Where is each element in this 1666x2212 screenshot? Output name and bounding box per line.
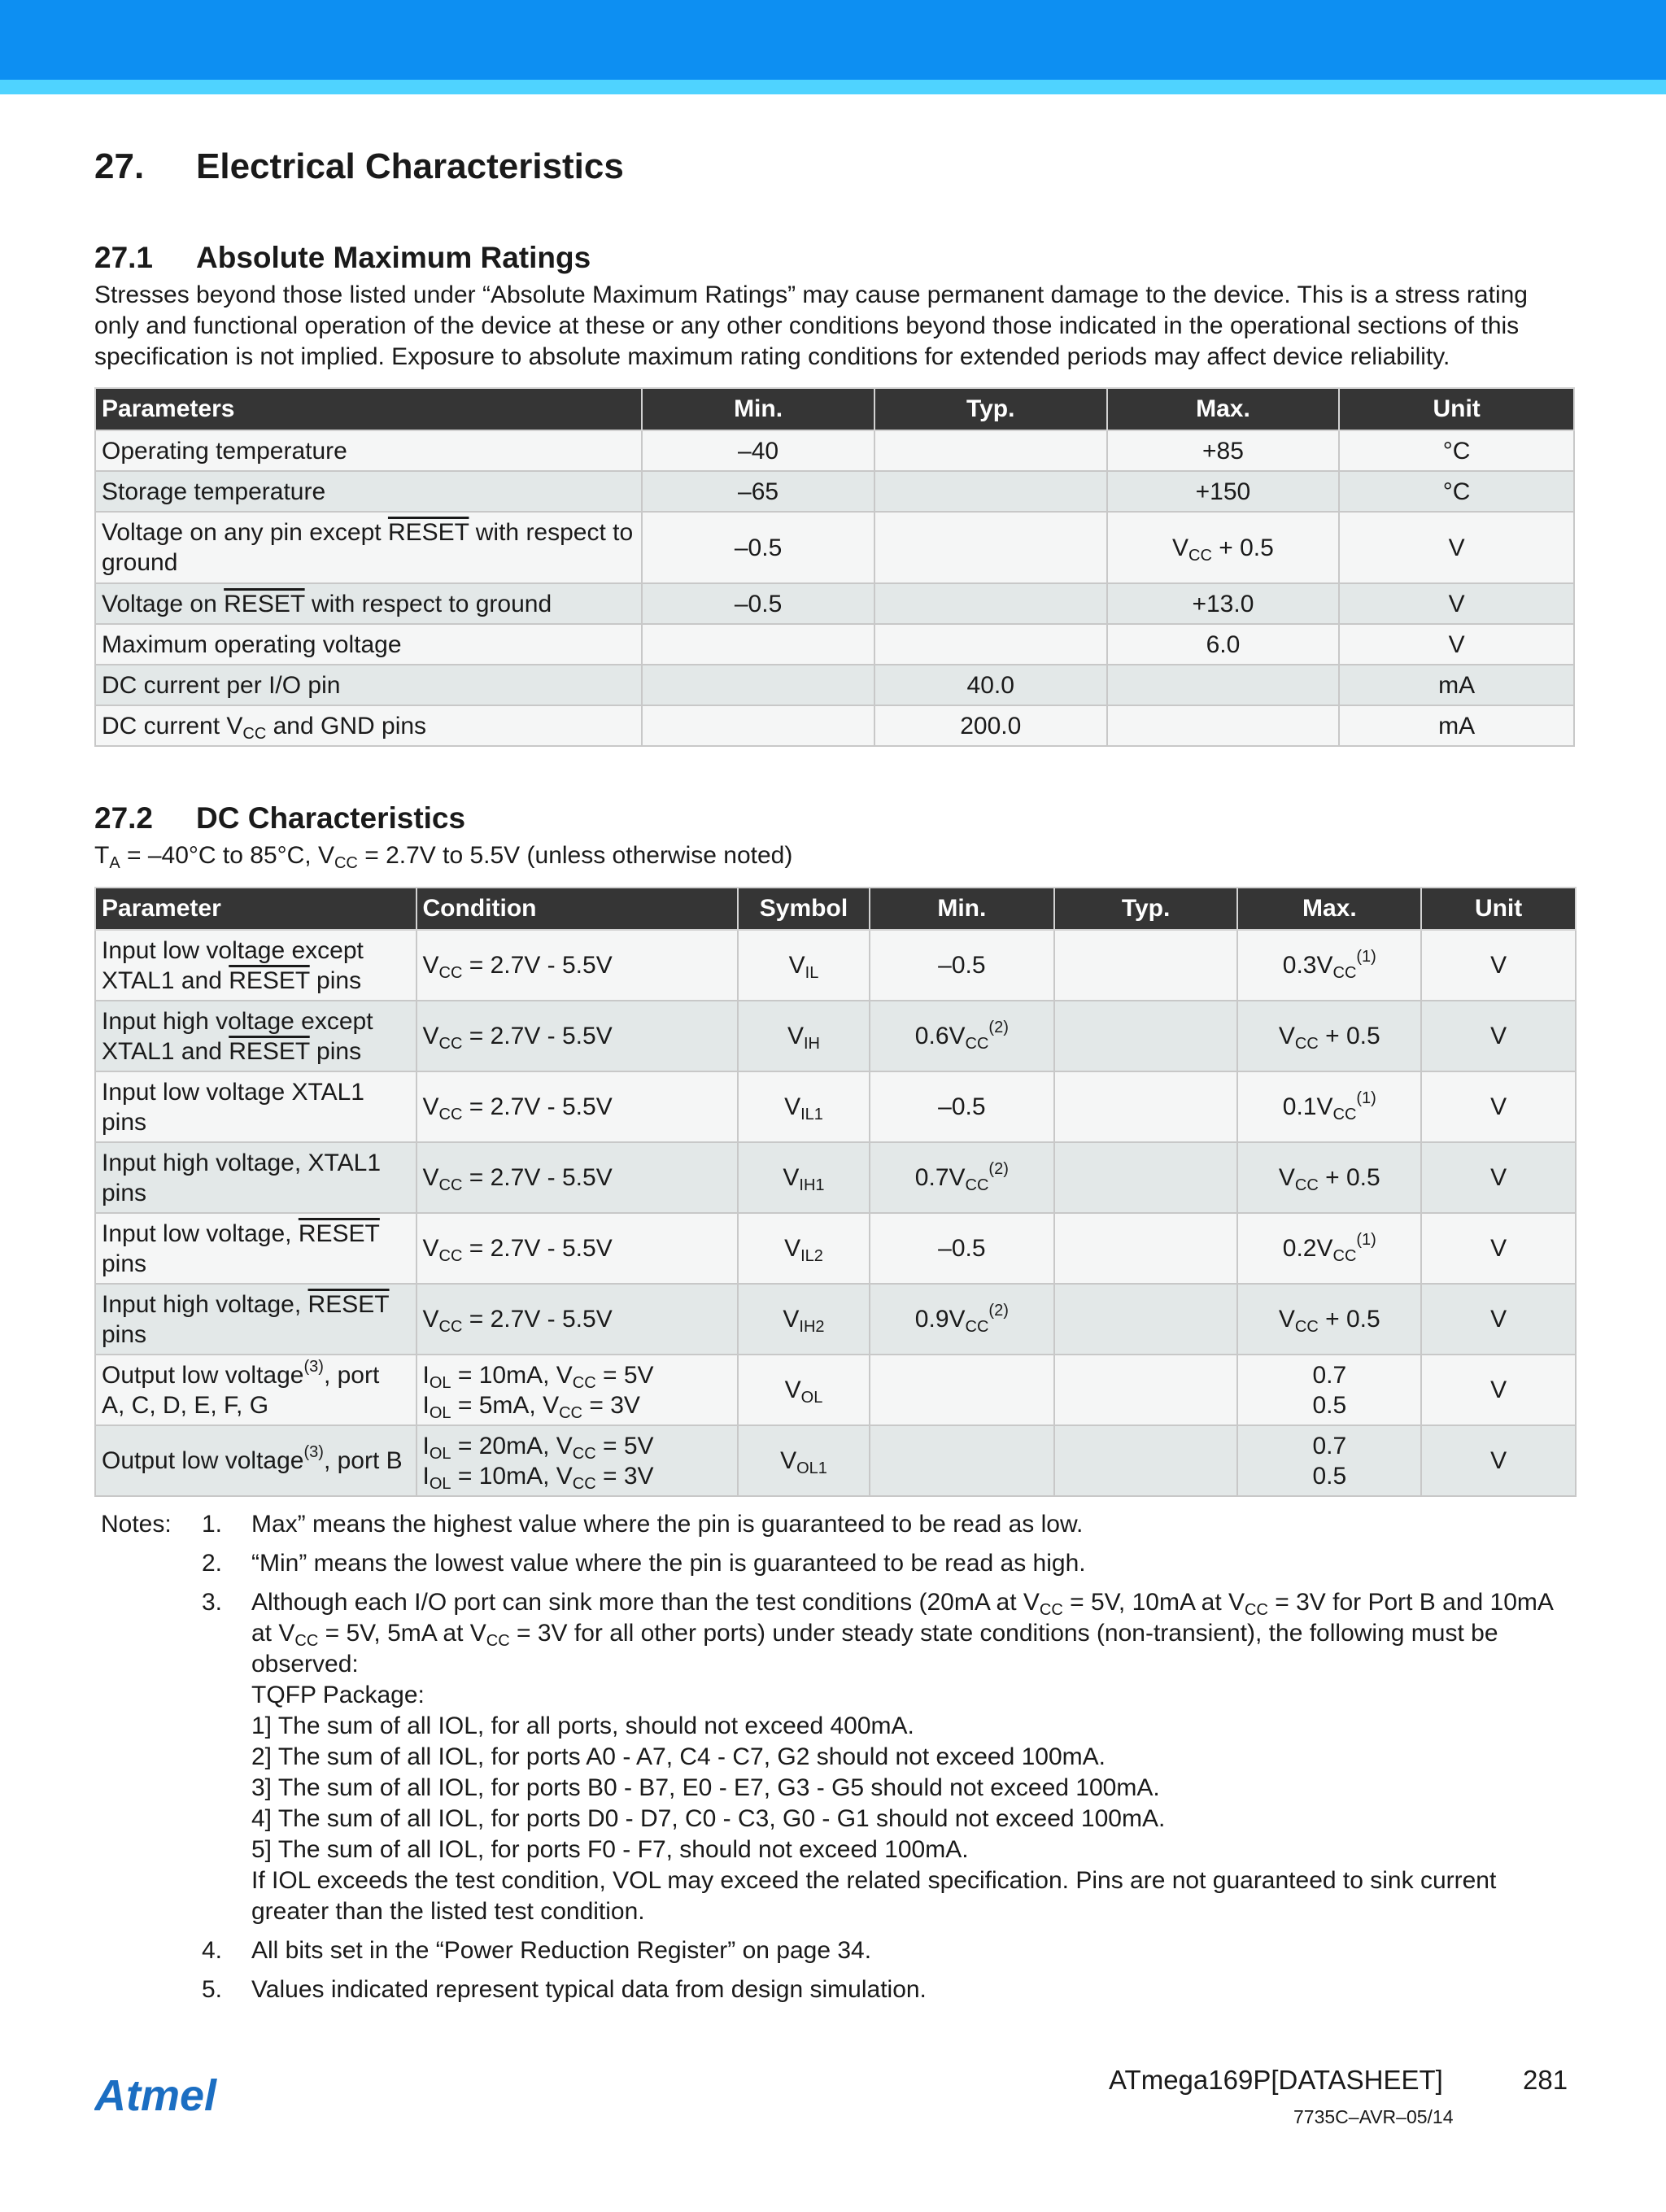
top-header-bar	[0, 0, 1666, 80]
typ-cell	[874, 624, 1107, 665]
svg-text:Atmel: Atmel	[94, 2073, 217, 2118]
param-cell: Input high voltage, XTAL1 pins	[95, 1142, 416, 1213]
unit-cell: V	[1421, 1001, 1576, 1071]
param-cell: Input low voltage XTAL1 pins	[95, 1071, 416, 1142]
symbol-cell: $V_{IH}$	[738, 1001, 870, 1071]
col-header: Unit	[1421, 888, 1576, 930]
typ-cell	[874, 430, 1107, 471]
max-cell: $V_{CC} + 0.5$	[1237, 1284, 1421, 1355]
min-cell: –40	[642, 430, 874, 471]
note-text: “Min” means the lowest value where the pin is guaranteed to be read as high.	[251, 1550, 1086, 1577]
typ-cell	[1054, 1355, 1238, 1425]
col-header: Condition	[416, 888, 739, 930]
unit-cell: V	[1421, 1213, 1576, 1284]
max-cell: $V_{CC} + 0.5$	[1237, 1001, 1421, 1071]
unit-cell: V	[1339, 624, 1574, 665]
unit-cell: V	[1421, 930, 1576, 1001]
table-row	[95, 665, 1574, 705]
param-cell: DC current $V_{CC}$ and GND pins	[95, 705, 642, 746]
table-row	[95, 471, 1574, 512]
col-header: Parameter	[95, 888, 416, 930]
typ-cell	[1054, 1213, 1238, 1284]
unit-cell: V	[1421, 1071, 1576, 1142]
param-cell: Output low voltage$^{(3)}$, port A, C, D, E, F, G	[95, 1355, 416, 1425]
col-header: Min.	[642, 388, 874, 430]
note-text: Values indicated represent typical data from design simulation.	[251, 1976, 927, 2003]
note-text	[251, 1587, 1575, 1927]
note-line: TQFP Package:	[251, 1682, 425, 1708]
note-line: If IOL exceeds the test condition, VOL may exceed the related specification. Pins are not guaranteed to sink current greater than the listed test condition.	[251, 1867, 1497, 1925]
unit-cell: V	[1421, 1425, 1576, 1496]
note-line: Although each I/O port can sink more than the test conditions (20mA at $V_{CC} = 5V$, 10mA at $V_{CC} = 3V$ for Port B and 10mA at $V_{CC} = 5V$, 5mA at $V_{CC} = 3V$ for all other ports) under steady state conditions (non-transient), the following must be observed:	[251, 1589, 1553, 1678]
condition-cell: $I_{OL} = 20mA$, $V_{CC} = 5V$ $I_{OL} = 10mA$, $V_{CC} = 3V$	[416, 1425, 739, 1496]
typ-cell	[1054, 1142, 1238, 1213]
min-cell	[870, 1425, 1054, 1496]
max-cell: $0.2V_{CC}^{(1)}$	[1237, 1213, 1421, 1284]
note-number: 1.	[202, 1511, 223, 1538]
notes-label: Notes:	[101, 1511, 172, 1538]
table-row	[95, 430, 1574, 471]
note-number: 5.	[202, 1976, 223, 2003]
condition-cell: $V_{CC} = 2.7V - 5.5V$	[416, 1284, 739, 1355]
param-cell: Input high voltage, RESET pins	[95, 1284, 416, 1355]
notes-section	[94, 1509, 1575, 2013]
min-cell	[642, 665, 874, 705]
abs-max-heading: 27.1 Absolute Maximum Ratings	[94, 241, 591, 274]
note-item	[94, 1587, 1575, 1927]
max-cell: 0.7 0.5	[1237, 1425, 1421, 1496]
max-cell: 0.7 0.5	[1237, 1355, 1421, 1425]
section-title: 27. Electrical Characteristics	[94, 146, 624, 186]
max-cell: +13.0	[1107, 583, 1340, 624]
param-cell: Input high voltage except XTAL1 and RESET pins	[95, 1001, 416, 1071]
max-cell: +85	[1107, 430, 1340, 471]
note-line: 4] The sum of all IOL, for ports D0 - D7, C0 - C3, G0 - G1 should not exceed 100mA.	[251, 1805, 1166, 1832]
unit-cell: V	[1421, 1355, 1576, 1425]
min-cell: $0.7V_{CC}^{(2)}$	[870, 1142, 1054, 1213]
condition-cell: $I_{OL} = 10mA$, $V_{CC} = 5V$ $I_{OL} = 5mA$, $V_{CC} = 3V$	[416, 1355, 739, 1425]
min-cell: –65	[642, 471, 874, 512]
table-row	[95, 1213, 1576, 1284]
min-cell	[642, 624, 874, 665]
note-line: 3] The sum of all IOL, for ports B0 - B7, E0 - E7, G3 - G5 should not exceed 100mA.	[251, 1774, 1160, 1801]
param-cell: Voltage on RESET with respect to ground	[95, 583, 642, 624]
col-header: Typ.	[1054, 888, 1238, 930]
symbol-cell: $V_{IH1}$	[738, 1142, 870, 1213]
param-cell: Voltage on any pin except RESET with respect to ground	[95, 512, 642, 583]
table-row	[95, 1142, 1576, 1213]
note-item	[94, 1974, 1575, 2005]
param-cell: DC current per I/O pin	[95, 665, 642, 705]
note-number: 2.	[202, 1550, 223, 1577]
symbol-cell: $V_{IH2}$	[738, 1284, 870, 1355]
note-text: All bits set in the “Power Reduction Register” on page 34.	[251, 1937, 872, 1964]
unit-cell: °C	[1339, 471, 1574, 512]
condition-cell: $V_{CC} = 2.7V - 5.5V$	[416, 1071, 739, 1142]
unit-cell: V	[1421, 1284, 1576, 1355]
col-header: Typ.	[874, 388, 1107, 430]
typ-cell	[874, 583, 1107, 624]
table-row	[95, 930, 1576, 1001]
max-cell: $0.1V_{CC}^{(1)}$	[1237, 1071, 1421, 1142]
condition-cell: $V_{CC} = 2.7V - 5.5V$	[416, 1142, 739, 1213]
col-header: Parameters	[95, 388, 642, 430]
symbol-cell: $V_{OL1}$	[738, 1425, 870, 1496]
max-cell: $V_{CC} + 0.5$	[1237, 1142, 1421, 1213]
max-cell	[1107, 705, 1340, 746]
max-cell: $0.3V_{CC}^{(1)}$	[1237, 930, 1421, 1001]
note-line: 5] The sum of all IOL, for ports F0 - F7, should not exceed 100mA.	[251, 1836, 969, 1863]
note-number: 4.	[202, 1937, 223, 1964]
param-cell: Storage temperature	[95, 471, 642, 512]
typ-cell	[1054, 1001, 1238, 1071]
note-line: 2] The sum of all IOL, for ports A0 - A7, C4 - C7, G2 should not exceed 100mA.	[251, 1743, 1106, 1770]
col-header: Max.	[1237, 888, 1421, 930]
top-header-stripe	[0, 80, 1666, 94]
typ-cell	[1054, 1284, 1238, 1355]
footer-page-number: 281	[1523, 2065, 1568, 2095]
note-line: 1] The sum of all IOL, for all ports, should not exceed 400mA.	[251, 1712, 914, 1739]
symbol-cell: $V_{IL2}$	[738, 1213, 870, 1284]
note-item	[94, 1935, 1575, 1966]
param-cell: Input low voltage, RESET pins	[95, 1213, 416, 1284]
param-cell: Input low voltage except XTAL1 and RESET pins	[95, 930, 416, 1001]
table-row	[95, 583, 1574, 624]
unit-cell: V	[1339, 583, 1574, 624]
dc-conditions: $T_A = -40^\circ C$ to 85°C, $V_{CC} = 2.7V$ to 5.5V (unless otherwise noted)	[94, 842, 793, 872]
min-cell: –0.5	[642, 583, 874, 624]
note-item	[94, 1509, 1575, 1540]
max-cell	[1107, 665, 1340, 705]
typ-cell	[1054, 1425, 1238, 1496]
dc-heading: 27.2 DC Characteristics	[94, 801, 466, 835]
unit-cell: °C	[1339, 430, 1574, 471]
max-cell: +150	[1107, 471, 1340, 512]
symbol-cell: $V_{IL1}$	[738, 1071, 870, 1142]
note-number: 3.	[202, 1589, 223, 1616]
col-header: Symbol	[738, 888, 870, 930]
condition-cell: $V_{CC} = 2.7V - 5.5V$	[416, 1213, 739, 1284]
param-cell: Operating temperature	[95, 430, 642, 471]
table-header-row	[95, 888, 1576, 930]
unit-cell: V	[1421, 1142, 1576, 1213]
typ-cell: 200.0	[874, 705, 1107, 746]
col-header: Min.	[870, 888, 1054, 930]
unit-cell: V	[1339, 512, 1574, 583]
table-row	[95, 1071, 1576, 1142]
param-cell: Maximum operating voltage	[95, 624, 642, 665]
atmel-logo	[94, 2073, 241, 2118]
table-row	[95, 624, 1574, 665]
min-cell	[642, 705, 874, 746]
note-text: Max” means the highest value where the pin is guaranteed to be read as low.	[251, 1511, 1084, 1538]
min-cell: $0.9V_{CC}^{(2)}$	[870, 1284, 1054, 1355]
min-cell: –0.5	[870, 1213, 1054, 1284]
table-row	[95, 512, 1574, 583]
condition-cell: $V_{CC} = 2.7V - 5.5V$	[416, 930, 739, 1001]
table-row	[95, 1001, 1576, 1071]
param-cell: Output low voltage$^{(3)}$, port B	[95, 1425, 416, 1496]
typ-cell	[1054, 930, 1238, 1001]
unit-cell: mA	[1339, 705, 1574, 746]
table-row	[95, 1284, 1576, 1355]
footer-doc-title: ATmega169P[DATASHEET]	[1109, 2065, 1443, 2095]
col-header: Unit	[1339, 388, 1574, 430]
symbol-cell: $V_{OL}$	[738, 1355, 870, 1425]
abs-max-intro: Stresses beyond those listed under “Absolute Maximum Ratings” may cause permanent damage to the device. This is a stress rating only and functional operation of the device at these or any other conditions beyond those indicated in the operational sections of this specification is not implied. Exposure to absolute maximum rating conditions for extended periods may affect device reliability.	[94, 281, 1528, 370]
symbol-cell: $V_{IL}$	[738, 930, 870, 1001]
max-cell: $V_{CC} + 0.5$	[1107, 512, 1340, 583]
typ-cell	[874, 471, 1107, 512]
table-row	[95, 705, 1574, 746]
typ-cell: 40.0	[874, 665, 1107, 705]
note-item	[94, 1548, 1575, 1579]
min-cell: –0.5	[642, 512, 874, 583]
min-cell: $0.6V_{CC}^{(2)}$	[870, 1001, 1054, 1071]
dc-table	[94, 887, 1577, 1497]
table-row	[95, 1425, 1576, 1496]
min-cell	[870, 1355, 1054, 1425]
abs-max-table	[94, 387, 1575, 747]
unit-cell: mA	[1339, 665, 1574, 705]
max-cell: 6.0	[1107, 624, 1340, 665]
min-cell: –0.5	[870, 1071, 1054, 1142]
condition-cell: $V_{CC} = 2.7V - 5.5V$	[416, 1001, 739, 1071]
footer-doc-code: 7735C–AVR–05/14	[1293, 2106, 1454, 2127]
typ-cell	[1054, 1071, 1238, 1142]
typ-cell	[874, 512, 1107, 583]
min-cell: –0.5	[870, 930, 1054, 1001]
table-header-row	[95, 388, 1574, 430]
table-row	[95, 1355, 1576, 1425]
col-header: Max.	[1107, 388, 1340, 430]
